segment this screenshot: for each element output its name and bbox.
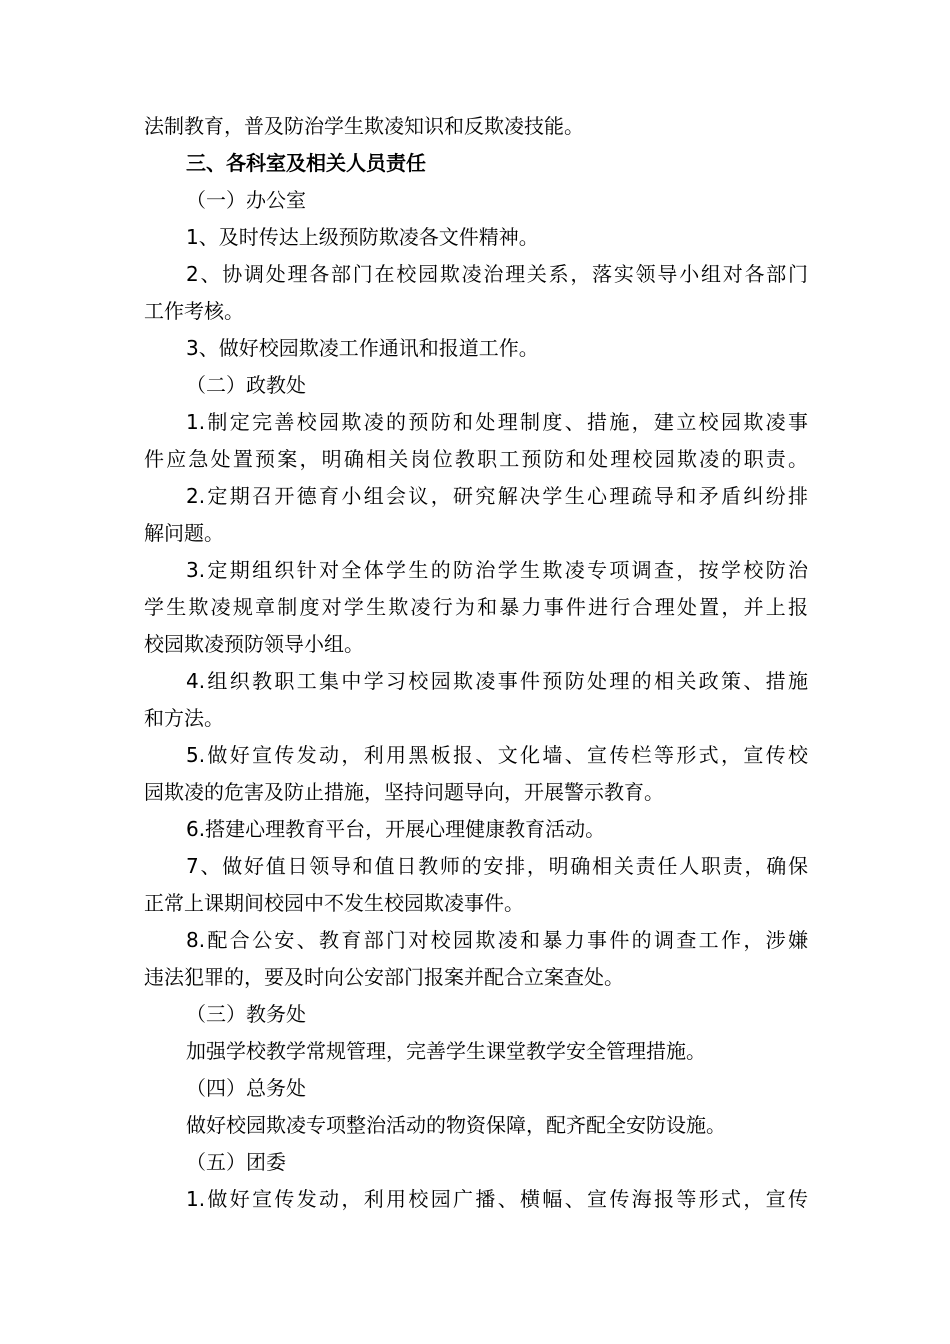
paragraph-line: 2.定期召开德育小组会议，研究解决学生心理疏导和矛盾纠纷排: [186, 484, 808, 508]
paragraph-line: 解问题。: [144, 521, 224, 545]
paragraph-line: 8.配合公安、教育部门对校园欺凌和暴力事件的调查工作，涉嫌: [186, 928, 808, 952]
paragraph-line: 1.制定完善校园欺凌的预防和处理制度、措施，建立校园欺凌事: [186, 410, 808, 434]
paragraph-line: 正常上课期间校园中不发生校园欺凌事件。: [144, 891, 524, 915]
paragraph-line: 4.组织教职工集中学习校园欺凌事件预防处理的相关政策、措施: [186, 669, 808, 693]
paragraph-line: 1、及时传达上级预防欺凌各文件精神。: [186, 225, 539, 249]
paragraph-line: 和方法。: [144, 706, 224, 730]
paragraph-line: 1.做好宣传发动，利用校园广播、横幅、宣传海报等形式，宣传: [186, 1187, 808, 1211]
subsection-heading: （二）政教处: [186, 373, 306, 397]
paragraph-line: 6.搭建心理教育平台，开展心理健康教育活动。: [186, 817, 606, 841]
paragraph-line: 违法犯罪的，要及时向公安部门报案并配合立案查处。: [144, 965, 624, 989]
document-body: [144, 108, 808, 1218]
paragraph-line: 件应急处置预案，明确相关岗位教职工预防和处理校园欺凌的职责。: [144, 447, 808, 471]
subsection-heading: （五）团委: [186, 1150, 286, 1174]
paragraph-line: 7、做好值日领导和值日教师的安排，明确相关责任人职责，确保: [186, 854, 808, 878]
paragraph-line: 5.做好宣传发动，利用黑板报、文化墙、宣传栏等形式，宣传校: [186, 743, 808, 767]
paragraph-line: 工作考核。: [144, 299, 244, 323]
paragraph-line: 校园欺凌预防领导小组。: [144, 632, 364, 656]
paragraph-line: 法制教育，普及防治学生欺凌知识和反欺凌技能。: [144, 114, 584, 138]
paragraph-line: 学生欺凌规章制度对学生欺凌行为和暴力事件进行合理处置，并上报: [144, 595, 808, 619]
section-heading: 三、各科室及相关人员责任: [186, 151, 426, 175]
paragraph-line: 加强学校教学常规管理，完善学生课堂教学安全管理措施。: [186, 1039, 706, 1063]
subsection-heading: （四）总务处: [186, 1076, 306, 1100]
paragraph-line: 做好校园欺凌专项整治活动的物资保障，配齐配全安防设施。: [186, 1113, 726, 1137]
paragraph-line: 2、协调处理各部门在校园欺凌治理关系，落实领导小组对各部门: [186, 262, 808, 286]
subsection-heading: （一）办公室: [186, 188, 306, 212]
paragraph-line: 3、做好校园欺凌工作通讯和报道工作。: [186, 336, 539, 360]
paragraph-line: 园欺凌的危害及防止措施，坚持问题导向，开展警示教育。: [144, 780, 664, 804]
subsection-heading: （三）教务处: [186, 1002, 306, 1026]
paragraph-line: 3.定期组织针对全体学生的防治学生欺凌专项调查，按学校防治: [186, 558, 808, 582]
